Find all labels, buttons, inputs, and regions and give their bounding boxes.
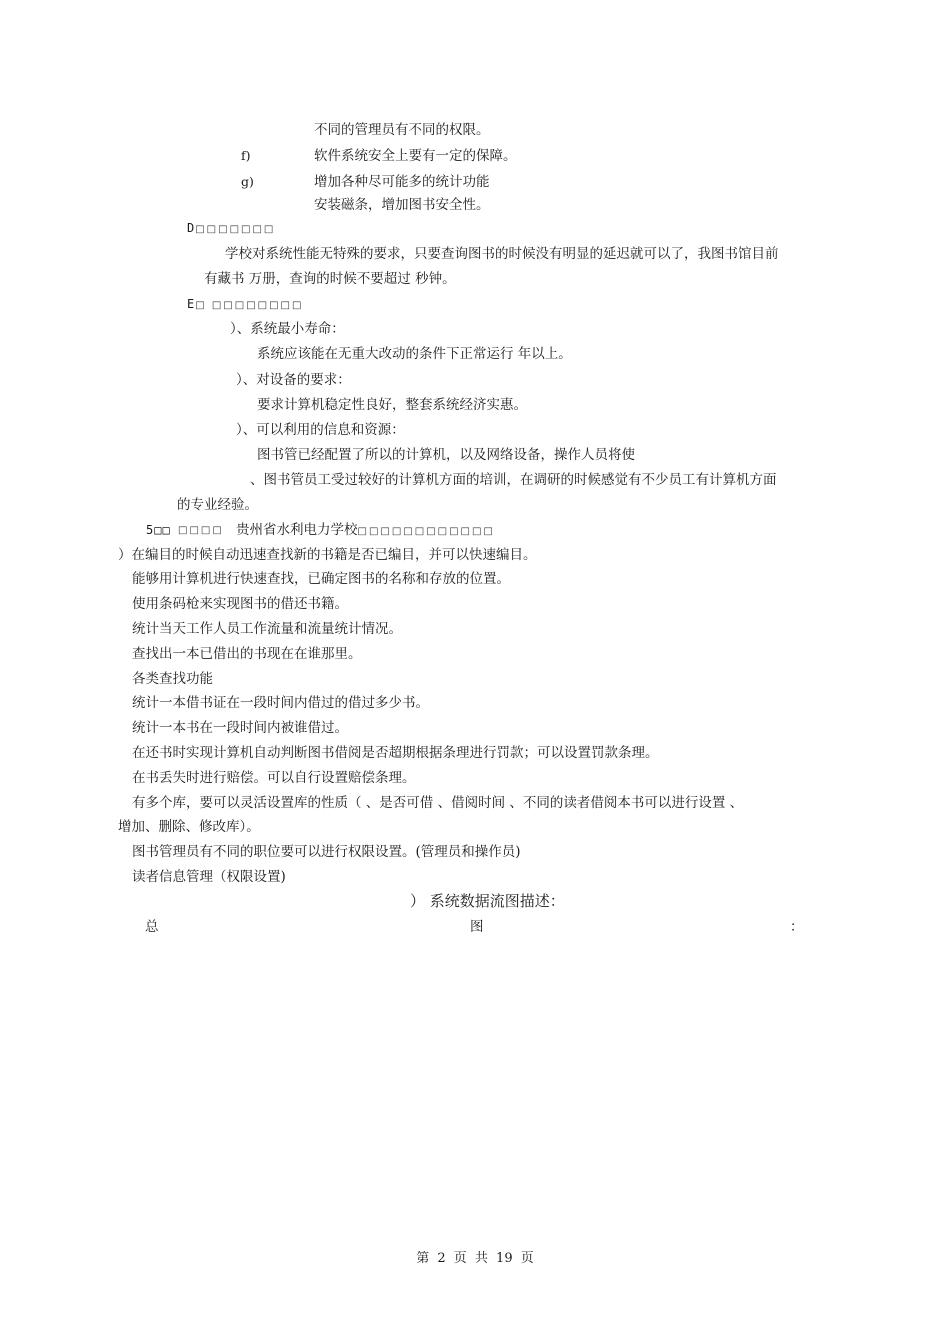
section-d-letter: D — [187, 221, 196, 235]
section-5-school — [236, 521, 495, 541]
sub3-title: ）、可以利用的信息和资源： — [236, 422, 405, 438]
requirement-item: 在书丢失时进行赔偿。可以自行设置赔偿条理。 — [132, 770, 416, 786]
requirement-item: 能够用计算机进行快速查找，已确定图书的名称和存放的位置。 — [132, 571, 510, 587]
requirement-item: 统计一本书在一段时间内被谁借过。 — [132, 720, 348, 736]
requirement-item: 查找出一本已借出的书现在在谁那里。 — [132, 646, 362, 662]
sub1-text: 系统应该能在无重大改动的条件下正常运行 年以上。 — [257, 346, 572, 362]
requirement-item: 统计当天工作人员工作流量和流量统计情况。 — [132, 621, 402, 637]
school-name: 贵州省水利电力学校 — [236, 522, 358, 538]
overall-chart-char-2: 图 — [470, 919, 484, 935]
sub3-text-2: 、图书管员工受过较好的计算机方面的培训，在调研的时候感觉有不少员工有计算机方面 — [250, 472, 777, 488]
sub3-text-1: 图书管已经配置了所以的计算机，以及网络设备，操作人员将使 — [257, 447, 635, 463]
overall-chart-colon: ： — [790, 919, 804, 935]
section-5-number: 5□□ — [146, 523, 171, 537]
section-d-para-1: 学校对系统性能无特殊的要求，只要查询图书的时候没有明显的延迟就可以了，我图书馆目前 — [225, 246, 779, 262]
section-5-boxes-1: □□□□ — [178, 525, 224, 536]
reader-info-line: 读者信息管理（权限设置) — [132, 869, 286, 885]
section-e-boxes: □ □□□□□□□□ — [195, 300, 304, 311]
section-d-boxes: □□□□□□□ — [195, 224, 276, 235]
item-text-g: 增加各种尽可能多的统计功能 — [314, 174, 490, 190]
section-e-letter: E — [187, 297, 196, 311]
permission-line: 不同的管理员有不同的权限。 — [314, 122, 490, 138]
requirement-item: 使用条码枪来实现图书的借还书籍。 — [132, 596, 348, 612]
security-strip-line: 安装磁条，增加图书安全性。 — [314, 197, 490, 213]
sub2-title: ）、对设备的要求： — [236, 372, 351, 388]
sub1-title: ）、系统最小寿命： — [230, 321, 345, 337]
item-label-f: f) — [241, 148, 251, 163]
requirement-item: 在还书时实现计算机自动判断图书借阅是否超期根据条理进行罚款；可以设置罚款条理。 — [132, 745, 659, 761]
multi-library-line-1: 有多个库，要可以灵活设置库的性质（ 、是否可借 、借阅时间 、不同的读者借阅本书可以进行设置 、 — [132, 795, 744, 811]
multi-library-line-2: 增加、删除、修改库）。 — [118, 819, 260, 835]
requirement-item: 统计一本借书证在一段时间内借过的借过多少书。 — [132, 695, 429, 711]
item-label-g: g) — [241, 174, 254, 189]
sub3-text-3: 的专业经验。 — [177, 497, 258, 513]
requirement-item: ）在编目的时候自动迅速查找新的书籍是否已编目，并可以快速编目。 — [118, 547, 537, 563]
requirement-item: 各类查找功能 — [132, 671, 213, 687]
page-footer: 第 2 页 共 19 页 — [416, 1251, 534, 1266]
dataflow-section-title: ） 系统数据流图描述： — [410, 892, 565, 910]
section-d-para-2: 有藏书 万册，查询的时候不要超过 秒钟。 — [204, 271, 456, 287]
section-5-heading — [146, 521, 171, 539]
permission-settings-line: 图书管理员有不同的职位要可以进行权限设置。(管理员和操作员) — [132, 844, 521, 860]
section-d-heading — [187, 219, 275, 239]
section-5-boxes-2: □□□□□□□□□□□□ — [357, 526, 495, 537]
overall-chart-char-1: 总 — [145, 919, 159, 935]
sub2-text: 要求计算机稳定性良好，整套系统经济实惠。 — [257, 397, 527, 413]
item-text-f: 软件系统安全上要有一定的保障。 — [314, 148, 517, 164]
section-e-heading — [187, 295, 303, 315]
